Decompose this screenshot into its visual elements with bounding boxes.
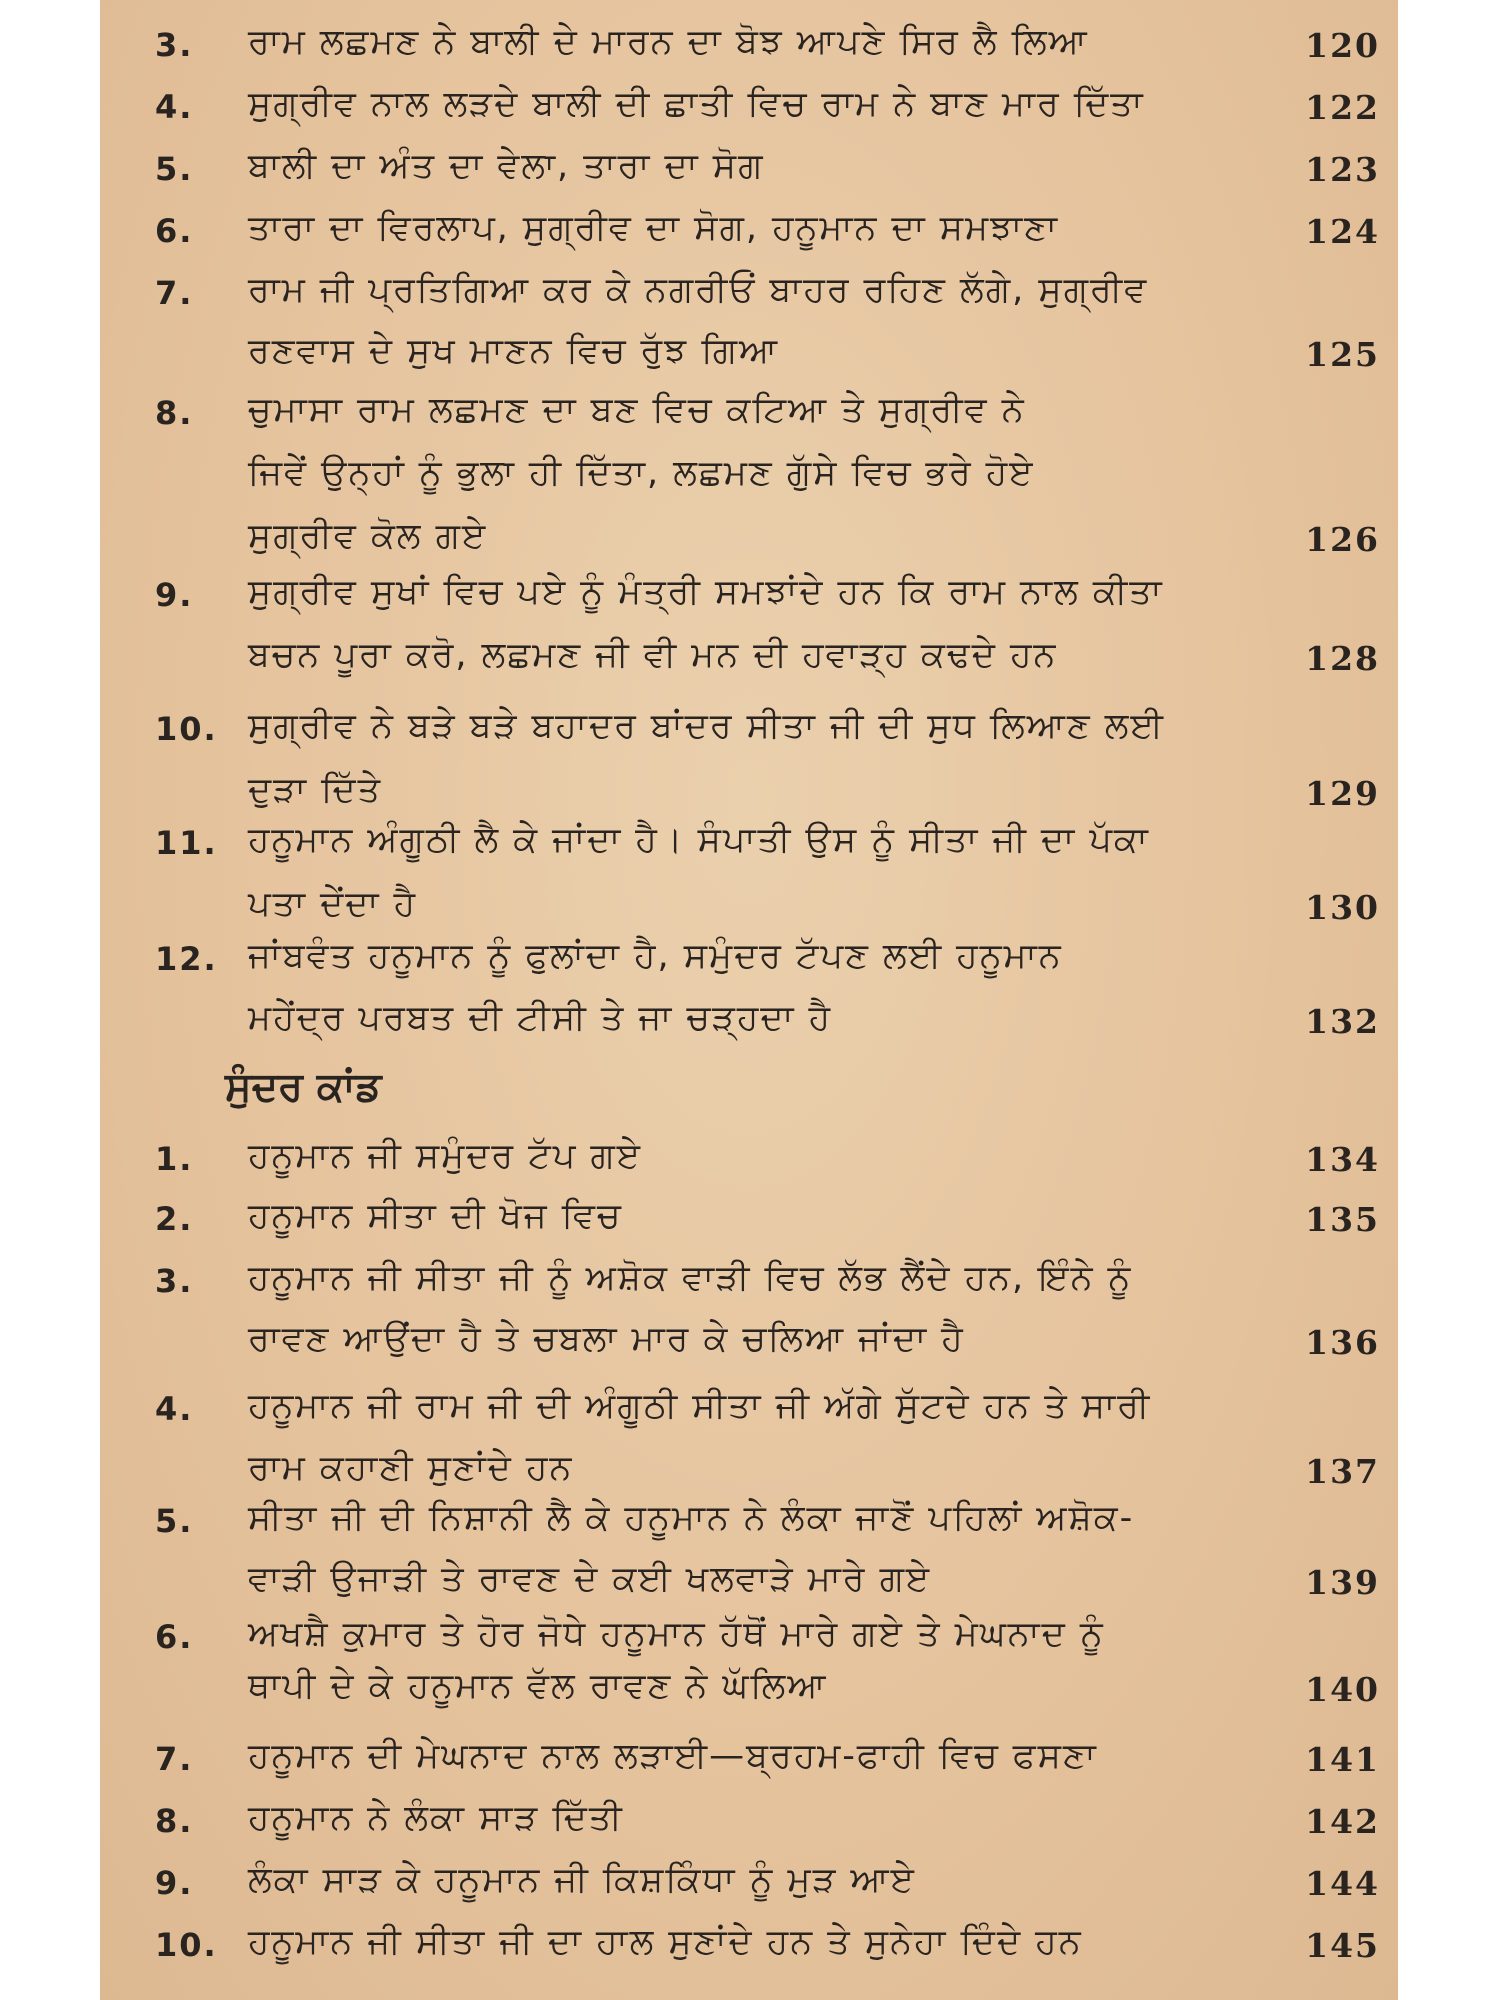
entry-page-number: 122: [1305, 88, 1380, 127]
entry-page-number: 144: [1305, 1864, 1380, 1903]
entry-page-number: 140: [1305, 1670, 1380, 1709]
entry-title-line: ਦੁੜਾ ਦਿੱਤੇ: [248, 770, 383, 810]
entry-page-number: 126: [1305, 520, 1380, 559]
entry-title-line: ਸੁਗ੍ਰੀਵ ਨਾਲ ਲੜਦੇ ਬਾਲੀ ਦੀ ਛਾਤੀ ਵਿਚ ਰਾਮ ਨੇ ਬਾਣ ਮਾਰ ਦਿੱਤਾ: [248, 84, 1145, 124]
entry-number: 7.: [155, 1740, 194, 1778]
entry-page-number: 134: [1305, 1140, 1380, 1179]
entry-number: 9.: [155, 576, 194, 614]
entry-title-line: ਚੁਮਾਸਾ ਰਾਮ ਲਛਮਣ ਦਾ ਬਣ ਵਿਚ ਕਟਿਆ ਤੇ ਸੁਗ੍ਰੀਵ ਨੇ: [248, 390, 1026, 430]
entry-title-line: ਬਚਨ ਪੂਰਾ ਕਰੋ, ਲਛਮਣ ਜੀ ਵੀ ਮਨ ਦੀ ਹਵਾੜ੍ਹ ਕਢਦੇ ਹਨ: [248, 635, 1058, 675]
entry-title-line: ਹਨੂਮਾਨ ਅੰਗੂਠੀ ਲੈ ਕੇ ਜਾਂਦਾ ਹੈ। ਸੰਪਾਤੀ ਉਸ ਨੂੰ ਸੀਤਾ ਜੀ ਦਾ ਪੱਕਾ: [248, 820, 1150, 860]
entry-title-line: ਰਾਮ ਲਛਮਣ ਨੇ ਬਾਲੀ ਦੇ ਮਾਰਨ ਦਾ ਬੋਝ ਆਪਣੇ ਸਿਰ ਲੈ ਲਿਆ: [248, 22, 1089, 62]
entry-number: 2.: [155, 1200, 194, 1238]
entry-number: 10.: [155, 710, 218, 748]
entry-page-number: 132: [1305, 1002, 1380, 1041]
entry-title-line: ਰਾਮ ਕਹਾਣੀ ਸੁਣਾਂਦੇ ਹਨ: [248, 1448, 574, 1488]
entry-title-line: ਅਖਸ਼ੈ ਕੁਮਾਰ ਤੇ ਹੋਰ ਜੋਧੇ ਹਨੂਮਾਨ ਹੱਥੋਂ ਮਾਰੇ ਗਏ ਤੇ ਮੇਘਨਾਦ ਨੂੰ: [248, 1614, 1105, 1654]
entry-number: 8.: [155, 394, 194, 432]
toc-entry: [100, 270, 1398, 392]
toc-entry: [100, 1614, 1398, 1718]
toc-entry: [100, 1196, 1398, 1257]
entry-title-line: ਪਤਾ ਦੇਂਦਾ ਹੈ: [248, 884, 418, 924]
entry-title-line: ਸੁਗ੍ਰੀਵ ਕੋਲ ਗਏ: [248, 516, 488, 556]
entry-title-line: ਹਨੂਮਾਨ ਜੀ ਸੀਤਾ ਜੀ ਦਾ ਹਾਲ ਸੁਣਾਂਦੇ ਹਨ ਤੇ ਸੁਨੇਹਾ ਦਿੰਦੇ ਹਨ: [248, 1922, 1083, 1962]
entry-title-line: ਹਨੂਮਾਨ ਸੀਤਾ ਦੀ ਖੋਜ ਵਿਚ: [248, 1196, 623, 1236]
toc-entry: [100, 1136, 1398, 1197]
entry-title-line: ਹਨੂਮਾਨ ਜੀ ਸਮੁੰਦਰ ਟੱਪ ਗਏ: [248, 1136, 643, 1176]
entry-number: 5.: [155, 1502, 194, 1540]
entry-page-number: 124: [1305, 212, 1380, 251]
entry-number: 6.: [155, 212, 194, 250]
toc-entry: [100, 22, 1398, 83]
toc-entry: [100, 208, 1398, 269]
toc-entry: [100, 820, 1398, 948]
entry-title-line: ਬਾਲੀ ਦਾ ਅੰਤ ਦਾ ਵੇਲਾ, ਤਾਰਾ ਦਾ ਸੋਗ: [248, 146, 765, 186]
toc-entry: [100, 1736, 1398, 1788]
entry-number: 3.: [155, 1262, 194, 1300]
entry-number: 3.: [155, 26, 194, 64]
toc-entry: [100, 390, 1398, 579]
entry-number: 6.: [155, 1618, 194, 1656]
entry-number: 11.: [155, 824, 218, 862]
toc-entry: [100, 1798, 1398, 1859]
entry-number: 1.: [155, 1140, 194, 1178]
entry-number: 9.: [155, 1864, 194, 1902]
section-heading: ਸੁੰਦਰ ਕਾਂਡ: [225, 1064, 382, 1110]
toc-entry: [100, 1860, 1398, 1921]
entry-page-number: 123: [1305, 150, 1380, 189]
toc-entry: [100, 1386, 1398, 1510]
toc-entry: [100, 1922, 1398, 1983]
entry-title-line: ਵਾੜੀ ਉਜਾੜੀ ਤੇ ਰਾਵਣ ਦੇ ਕਈ ਖਲਵਾੜੇ ਮਾਰੇ ਗਏ: [248, 1559, 932, 1599]
entry-number: 10.: [155, 1926, 218, 1964]
entry-title-line: ਸੁਗ੍ਰੀਵ ਨੇ ਬੜੇ ਬੜੇ ਬਹਾਦਰ ਬਾਂਦਰ ਸੀਤਾ ਜੀ ਦੀ ਸੁਧ ਲਿਆਣ ਲਈ: [248, 706, 1165, 746]
entry-title-line: ਰਣਵਾਸ ਦੇ ਸੁਖ ਮਾਣਨ ਵਿਚ ਰੁੱਝ ਗਿਆ: [248, 331, 780, 371]
entry-page-number: 136: [1305, 1323, 1380, 1362]
entry-page-number: 130: [1305, 888, 1380, 927]
toc-entry: [100, 1258, 1398, 1380]
entry-title-line: ਹਨੂਮਾਨ ਦੀ ਮੇਘਨਾਦ ਨਾਲ ਲੜਾਈ—ਬ੍ਰਹਮ-ਫਾਹੀ ਵਿਚ ਫਸਣਾ: [248, 1736, 1098, 1776]
entry-title-line: ਥਾਪੀ ਦੇ ਕੇ ਹਨੂਮਾਨ ਵੱਲ ਰਾਵਣ ਨੇ ਘੱਲਿਆ: [248, 1666, 828, 1706]
entry-page-number: 145: [1305, 1926, 1380, 1965]
entry-title-line: ਹਨੂਮਾਨ ਜੀ ਸੀਤਾ ਜੀ ਨੂੰ ਅਸ਼ੋਕ ਵਾੜੀ ਵਿਚ ਲੱਭ ਲੈਂਦੇ ਹਨ, ਇੰਨੇ ਨੂੰ: [248, 1258, 1133, 1298]
entry-number: 4.: [155, 88, 194, 126]
toc-entry: [100, 706, 1398, 834]
entry-number: 5.: [155, 150, 194, 188]
entry-title-line: ਮਹੇਂਦ੍ਰ ਪਰਬਤ ਦੀ ਟੀਸੀ ਤੇ ਜਾ ਚੜ੍ਹਦਾ ਹੈ: [248, 998, 833, 1038]
entry-title-line: ਜਾਂਬਵੰਤ ਹਨੂਮਾਨ ਨੂੰ ਫੁਲਾਂਦਾ ਹੈ, ਸਮੁੰਦਰ ਟੱਪਣ ਲਈ ਹਨੂਮਾਨ: [248, 936, 1063, 976]
entry-number: 8.: [155, 1802, 194, 1840]
entry-title-line: ਹਨੂਮਾਨ ਜੀ ਰਾਮ ਜੀ ਦੀ ਅੰਗੂਠੀ ਸੀਤਾ ਜੀ ਅੱਗੇ ਸੁੱਟਦੇ ਹਨ ਤੇ ਸਾਰੀ: [248, 1386, 1152, 1426]
entry-title-line: ਤਾਰਾ ਦਾ ਵਿਰਲਾਪ, ਸੁਗ੍ਰੀਵ ਦਾ ਸੋਗ, ਹਨੂਮਾਨ ਦਾ ਸਮਝਾਣਾ: [248, 208, 1059, 248]
toc-entry: [100, 1498, 1398, 1620]
entry-title-line: ਸੀਤਾ ਜੀ ਦੀ ਨਿਸ਼ਾਨੀ ਲੈ ਕੇ ਹਨੂਮਾਨ ਨੇ ਲੰਕਾ ਜਾਣੋਂ ਪਹਿਲਾਂ ਅਸ਼ੋਕ-: [248, 1498, 1135, 1538]
entry-page-number: 120: [1305, 26, 1380, 65]
entry-page-number: 142: [1305, 1802, 1380, 1841]
toc-entry: [100, 84, 1398, 145]
entry-title-line: ਲੰਕਾ ਸਾੜ ਕੇ ਹਨੂਮਾਨ ਜੀ ਕਿਸ਼ਕਿੰਧਾ ਨੂੰ ਮੁੜ ਆਏ: [248, 1860, 916, 1900]
entry-page-number: 141: [1305, 1740, 1380, 1779]
entry-number: 4.: [155, 1390, 194, 1428]
toc-entry: [100, 572, 1398, 698]
entry-page-number: 135: [1305, 1200, 1380, 1239]
entry-title-line: ਰਾਮ ਜੀ ਪ੍ਰਤਿਗਿਆ ਕਰ ਕੇ ਨਗਰੀਓਂ ਬਾਹਰ ਰਹਿਣ ਲੱਗੇ, ਸੁਗ੍ਰੀਵ: [248, 270, 1149, 310]
entry-number: 12.: [155, 940, 218, 978]
entry-page-number: 129: [1305, 774, 1380, 813]
entry-title-line: ਜਿਵੇਂ ਉਨ੍ਹਾਂ ਨੂੰ ਭੁਲਾ ਹੀ ਦਿੱਤਾ, ਲਛਮਣ ਗੁੱਸੇ ਵਿਚ ਭਰੇ ਹੋਏ: [248, 453, 1035, 493]
entry-number: 7.: [155, 274, 194, 312]
entry-page-number: 139: [1305, 1563, 1380, 1602]
toc-entry: [100, 146, 1398, 207]
entry-title-line: ਰਾਵਣ ਆਉਂਦਾ ਹੈ ਤੇ ਚਬਲਾ ਮਾਰ ਕੇ ਚਲਿਆ ਜਾਂਦਾ ਹੈ: [248, 1319, 965, 1359]
entry-page-number: 128: [1305, 639, 1380, 678]
book-page: [100, 0, 1398, 2000]
entry-title-line: ਸੁਗ੍ਰੀਵ ਸੁਖਾਂ ਵਿਚ ਪਏ ਨੂੰ ਮੰਤ੍ਰੀ ਸਮਝਾਂਦੇ ਹਨ ਕਿ ਰਾਮ ਨਾਲ ਕੀਤਾ: [248, 572, 1164, 612]
entry-page-number: 137: [1305, 1452, 1380, 1491]
entry-title-line: ਹਨੂਮਾਨ ਨੇ ਲੰਕਾ ਸਾੜ ਦਿੱਤੀ: [248, 1798, 624, 1838]
entry-page-number: 125: [1305, 335, 1380, 374]
toc-entry: [100, 936, 1398, 1060]
